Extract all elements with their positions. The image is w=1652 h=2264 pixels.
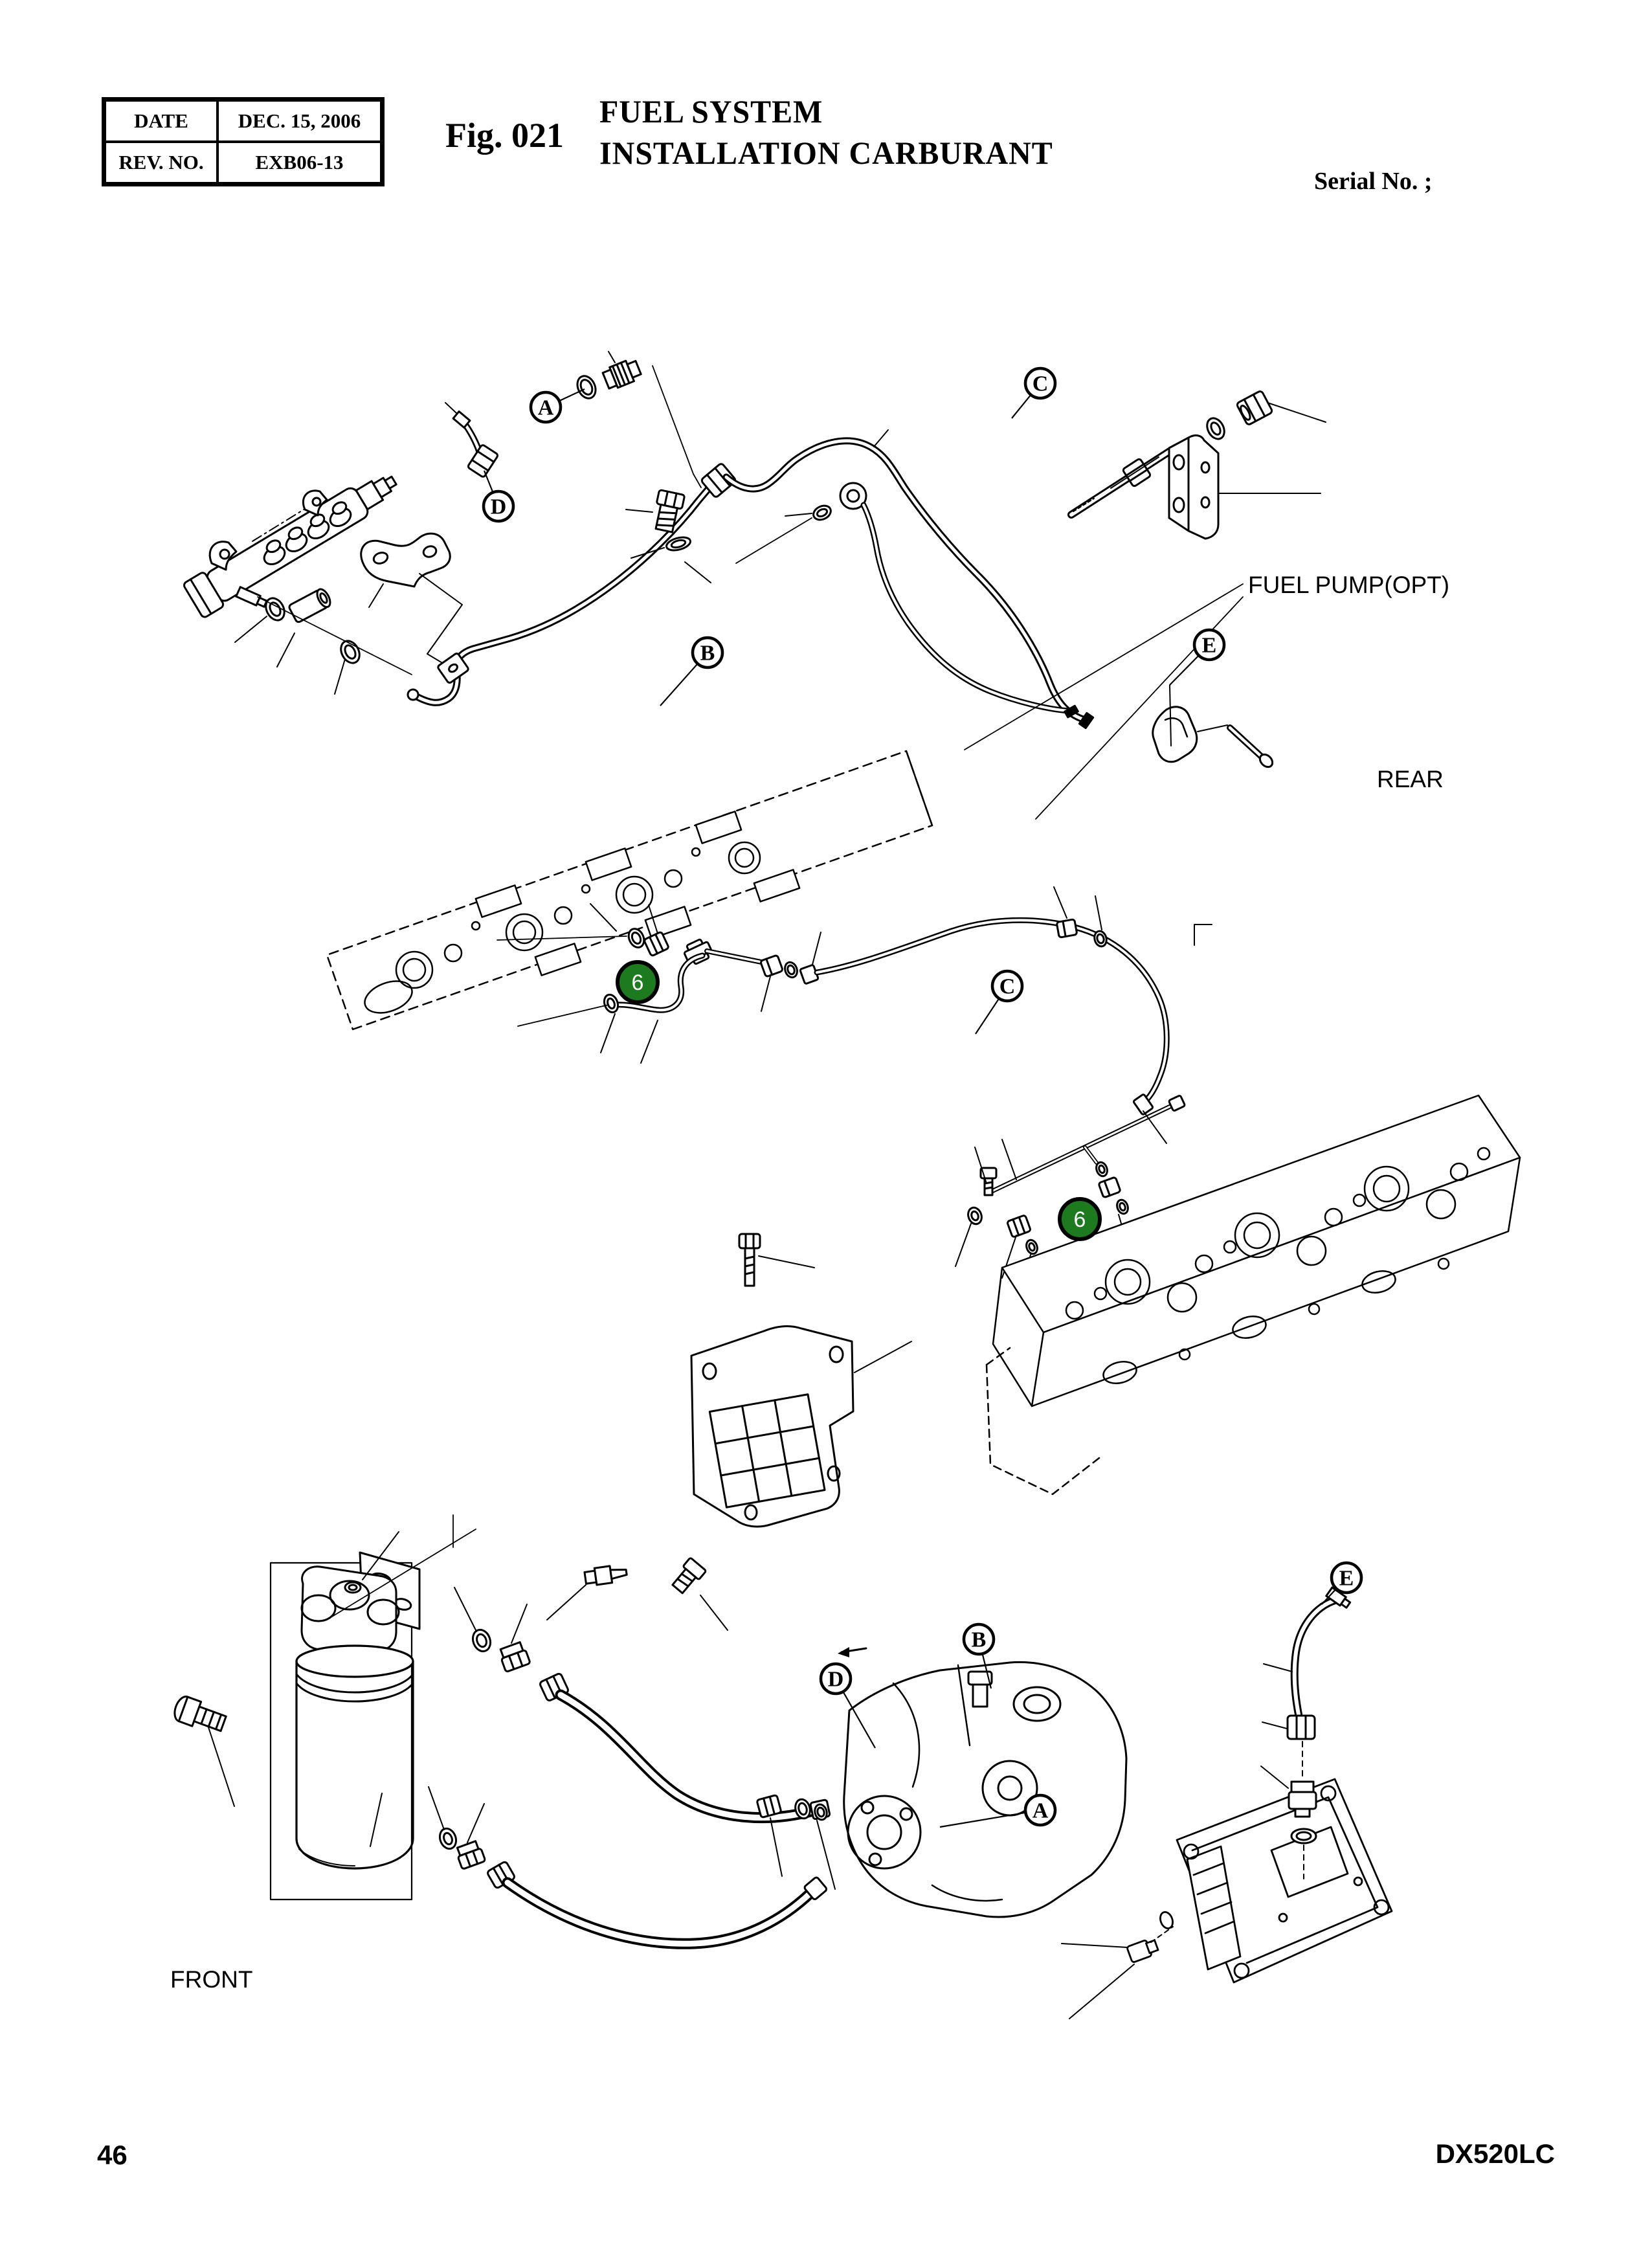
callout-c-rear [1025, 368, 1055, 398]
page-number: 46 [97, 2140, 128, 2170]
callout-d-rear [484, 491, 513, 521]
front-bolt [739, 1234, 814, 1286]
svg-text:D: D [827, 1667, 844, 1692]
svg-text:D: D [490, 495, 507, 519]
fuel-pump-leader-lines [965, 584, 1243, 819]
callout-b-front [964, 1624, 994, 1654]
svg-text:A: A [537, 396, 554, 420]
middle-fuel-line [497, 887, 1212, 1115]
leader-line [484, 471, 493, 493]
rear-adapter-fitting [574, 352, 643, 401]
svg-text:6: 6 [631, 970, 644, 995]
callout-d-front [821, 1664, 851, 1694]
front-mount-bracket [691, 1327, 911, 1527]
svg-text:E: E [1201, 633, 1217, 658]
title-line-en: FUEL SYSTEM [599, 93, 823, 129]
date-label: DATE [104, 100, 218, 142]
figure-number: Fig. 021 [445, 116, 564, 155]
svg-text:B: B [700, 641, 715, 666]
callout-a-front [1025, 1795, 1055, 1825]
svg-text:C: C [999, 974, 1016, 999]
callout-b-rear [693, 638, 722, 667]
serial-number-label: Serial No. ; [1314, 168, 1433, 195]
svg-text:C: C [1032, 372, 1049, 396]
rear-stud-and-bracket [1071, 390, 1326, 539]
front-left-bolt [172, 1694, 234, 1806]
leader-line [660, 664, 698, 706]
label-front: FRONT [170, 1966, 253, 1993]
leader-line [976, 998, 999, 1034]
rev-no-label: REV. NO. [104, 142, 218, 185]
callout-a-rear [531, 392, 561, 422]
svg-text:B: B [971, 1628, 987, 1652]
leader-line [1012, 395, 1031, 418]
callout-e-front [1332, 1563, 1361, 1593]
part-number-markers [618, 962, 1100, 1239]
callout-c-middle [992, 971, 1022, 1001]
rear-injection-pipe [408, 366, 1093, 728]
svg-text:6: 6 [1073, 1207, 1086, 1232]
svg-text:E: E [1339, 1566, 1354, 1591]
label-rear: REAR [1377, 766, 1444, 792]
model-code: DX520LC [1435, 2138, 1555, 2169]
front-hose-1 [454, 1587, 830, 1819]
injection-pump [757, 1647, 1126, 1917]
rear-pipe-bracket [361, 533, 462, 666]
rear-return-hose [445, 403, 498, 478]
part-marker-6 [1060, 1199, 1100, 1239]
date-value: DEC. 15, 2006 [218, 100, 383, 142]
label-fuel-pump-opt: FUEL PUMP(OPT) [1248, 572, 1450, 598]
rear-pipe-2 [736, 430, 1078, 717]
part-marker-6 [618, 962, 658, 1002]
title-line-fr: INSTALLATION CARBURANT [599, 135, 1053, 171]
callout-e-rear [1194, 630, 1224, 660]
front-small-fittings [547, 1558, 728, 1630]
rev-no-value: EXB06-13 [218, 142, 383, 185]
svg-text:A: A [1032, 1799, 1049, 1823]
